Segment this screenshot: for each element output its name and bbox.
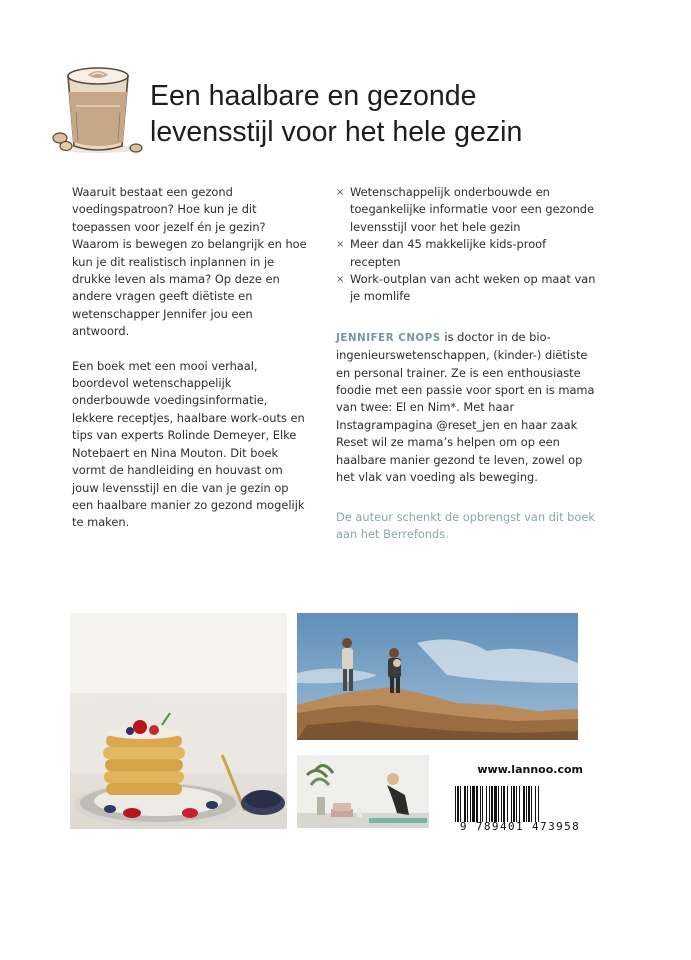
barcode-bar	[503, 786, 505, 822]
author-bio-text: is doctor in de bio-ingenieurswetenschappen, (kinder-) diëtiste en personal trainer. Ze is een enthousiaste foodie met een passie voor sport en is mama van twee: El en Nim*. Met haar Instagrampagina @reset_jen en haar zaak Reset wil ze mama’s helpen om op een haalbare manier gezond te leven, zowel op het vlak van voeding als beweging.	[336, 329, 595, 485]
barcode-bar	[467, 786, 468, 822]
barcode-bar	[538, 786, 539, 822]
barcode-bar	[486, 786, 487, 822]
barcode-bar	[482, 786, 483, 822]
feature-text: Meer dan 45 makkelijke kids-proof recepten	[350, 237, 547, 269]
feature-item	[336, 184, 596, 236]
right-column	[336, 184, 596, 543]
title-line-2: levensstijl voor het hele gezin	[150, 116, 523, 148]
barcode-bar	[501, 786, 502, 822]
barcode-bar	[526, 786, 527, 822]
barcode-bar	[531, 786, 532, 822]
publisher-website: www.lannoo.com	[477, 763, 583, 776]
title-line-1: Een haalbare en gezonde	[150, 80, 477, 112]
description-paragraph: Een boek met een mooi verhaal, boordevol wetenschappelijk onderbouwde voedingsinformatie, lekkere receptjes, haalbare work-outs en tips van experts Rolinde Demeyer, Elke Notebaert en Nina Mouton. Dit boek vormt de handleiding en houvast om jouw levensstijl en die van je gezin op een haalbare manier zo gezond mogelijk te maken.	[72, 358, 305, 530]
barcode-bar	[480, 786, 481, 822]
author-bio	[336, 329, 596, 487]
isbn-barcode	[453, 786, 587, 822]
left-column	[72, 184, 312, 532]
barcode-bar	[511, 786, 512, 822]
barcode-bar	[494, 786, 497, 822]
barcode-bar	[472, 786, 475, 822]
barcode-bar	[498, 786, 499, 822]
cover-title	[150, 78, 670, 150]
barcode-bar	[523, 786, 525, 822]
barcode-bar	[457, 786, 459, 822]
barcode-bar	[516, 786, 517, 822]
barcode-bar	[519, 786, 520, 822]
feature-list	[336, 184, 596, 306]
feature-text: Work-outplan van acht weken op maat van je momlife	[350, 272, 596, 304]
feature-item	[336, 271, 596, 306]
barcode-bar	[528, 786, 530, 822]
barcode-bar	[476, 786, 478, 822]
intro-paragraph: Waaruit bestaat een gezond voedingspatroon? Hoe kun je dit toepassen voor jezelf én je gezin? Waarom is bewegen zo belangrijk en hoe kun je dit realistisch inplannen in je drukke leven als mama? Op deze en andere vragen geeft diëtiste en wetenschapper Jennifer jou een antwoord.	[72, 185, 307, 339]
hiking-family-photo	[297, 613, 578, 740]
author-name: JENNIFER CNOPS	[336, 332, 441, 344]
barcode-bar	[470, 786, 471, 822]
barcode-bar	[513, 786, 515, 822]
donation-note: De auteur schenkt de opbrengst van dit boek aan het Berrefonds.	[336, 509, 595, 541]
bullet-cross-icon: ×	[336, 274, 345, 286]
bullet-cross-icon: ×	[336, 187, 345, 198]
yoga-laptop-photo	[297, 755, 429, 828]
barcode-bar	[455, 786, 456, 822]
barcode-bar	[491, 786, 493, 822]
feature-item	[336, 236, 596, 271]
pancakes-photo	[70, 613, 287, 829]
barcode-bar	[507, 786, 508, 822]
barcode-bar	[460, 786, 461, 822]
latte-cup-icon	[52, 62, 144, 156]
feature-text: Wetenschappelijk onderbouwde en toegankelijke informatie voor een gezonde levensstijl voor het hele gezin	[350, 185, 595, 234]
bullet-cross-icon: ×	[336, 239, 345, 251]
barcode-bar	[489, 786, 490, 822]
barcode-bar	[535, 786, 536, 822]
isbn-number: 9 789401 473958	[459, 820, 581, 833]
barcode-bar	[464, 786, 466, 822]
